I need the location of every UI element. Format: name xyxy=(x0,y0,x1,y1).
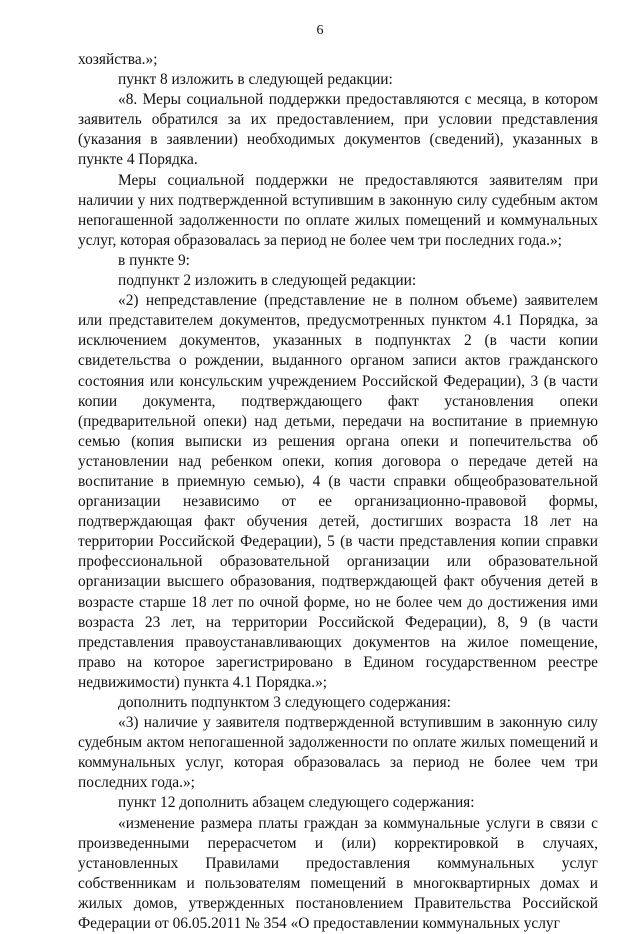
paragraph: «изменение размера платы граждан за коммунальные услуги в связи с произведенными перерасчетом и (или) корректировкой в случаях, установленных Правилами предоставления коммунальных услуг собственникам и пользователям помещений в многоквартирных домах и жилых домов, утвержденных постановлением Правительства Российской Федерации от 06.05.2011 № 354 «О предоставлении коммунальных услуг xyxy=(78,814,598,933)
paragraph: «2) непредставление (представление не в полном объеме) заявителем или представителем документов, предусмотренных пунктом 4.1 Порядка, за исключением документов, указанных в подпунктах 2 (в части копии свидетельства о рождении, выданного органом записи актов гражданского состояния или консульским учреждением Российской Федерации), 3 (в части копии документа, подтверждающего факт установления опеки (предварительной опеки) над детьми, передачи на воспитание в приемную семью (копия выписки из решения органа опеки и попечительства об установлении над ребенком опеки, копия договора о передаче детей на воспитание в приемную семью), 4 (в части справки общеобразовательной организации независимо от ее организационно-правовой формы, подтверждающая факт обучения детей, достигших возраста 18 лет на территории Российской Федерации), 5 (в части представления копии справки профессиональной образовательной организации или образовательной организации высшего образования, подтверждающей факт обучения детей в возрасте старше 18 лет по очной форме, но не более чем до достижения ими возраста 23 лет, на территории Российской Федерации), 8, 9 (в части представления правоустанавливающих документов на жилое помещение, право на которое зарегистрировано в Едином государственном реестре недвижимости) пункта 4.1 Порядка.»; xyxy=(78,292,598,691)
paragraph: «8. Меры социальной поддержки предоставляются с месяца, в котором заявитель обратился за их предоставлением, при условии представления (указания в заявлении) необходимых документов (сведений), указанных в пункте 4 Порядка. xyxy=(78,91,598,169)
paragraph: пункт 12 дополнить абзацем следующего содержания: xyxy=(118,794,475,812)
paragraph: «3) наличие у заявителя подтвержденной вступившим в законную силу судебным актом непогашенной задолженности по оплате жилых помещений и коммунальных услуг, которая образовалась за период не более чем три последних года.»; xyxy=(78,714,598,792)
paragraph: подпункт 2 изложить в следующей редакции: xyxy=(118,272,417,290)
paragraph: в пункте 9: xyxy=(118,251,190,269)
document-body xyxy=(78,50,598,934)
paragraph: Меры социальной поддержки не предоставляются заявителям при наличии у них подтвержденной вступившим в законную силу судебным актом непогашенной задолженности по оплате жилых помещений и коммунальных услуг, которая образовалась за период не более чем три последних года.»; xyxy=(78,171,598,249)
paragraph: пункт 8 изложить в следующей редакции: xyxy=(118,71,393,89)
paragraph: хозяйства.»; xyxy=(78,51,158,68)
paragraph: дополнить подпунктом 3 следующего содержания: xyxy=(118,694,451,711)
page-number: 6 xyxy=(316,23,324,38)
